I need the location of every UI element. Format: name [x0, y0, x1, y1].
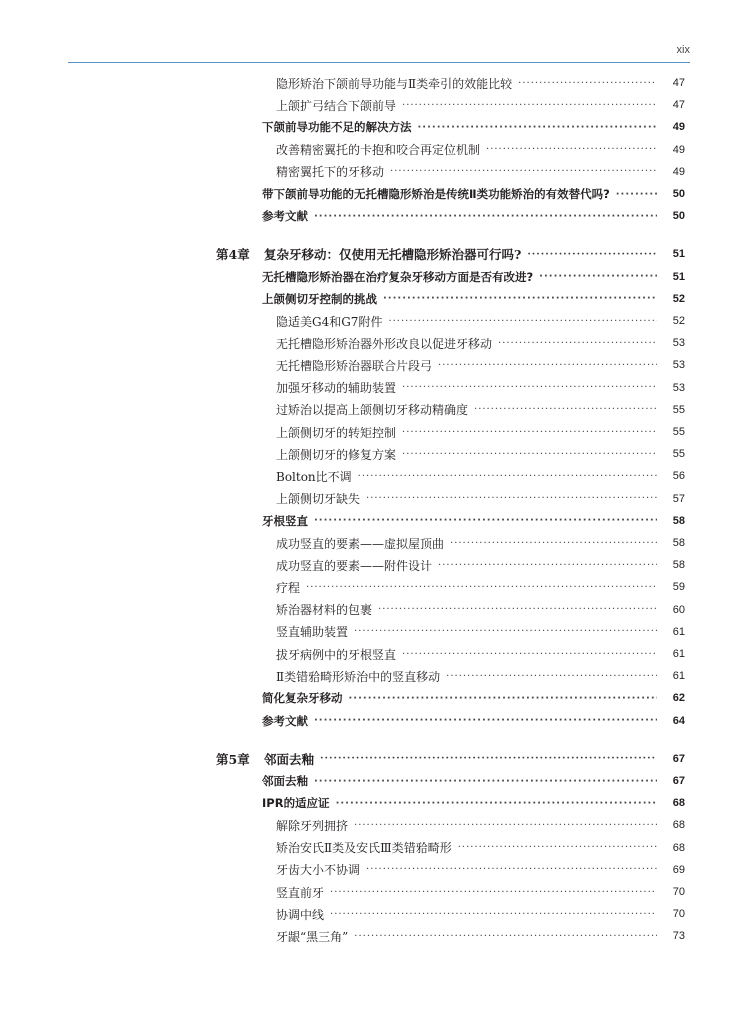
entry-title: 协调中线 — [276, 907, 325, 922]
leader-dots — [418, 122, 658, 133]
leader-dots — [438, 360, 657, 371]
toc-entry[interactable] — [276, 377, 685, 399]
toc-entry[interactable] — [276, 925, 685, 947]
toc-entry[interactable] — [276, 332, 685, 354]
entry-page-number: 67 — [672, 752, 685, 765]
toc-entry[interactable] — [276, 881, 685, 903]
entry-page-number: 50 — [672, 188, 685, 200]
leader-dots — [518, 78, 657, 89]
entry-page-number: 70 — [672, 908, 685, 921]
entry-page-number: 47 — [672, 99, 685, 112]
entry-title: 隐形矫治下颌前导功能与Ⅱ类牵引的效能比较 — [276, 76, 513, 91]
entry-page-number: 58 — [672, 514, 685, 527]
entry-title — [216, 245, 521, 263]
entry-page-number: 64 — [672, 714, 685, 727]
leader-dots — [474, 404, 657, 415]
toc-entry[interactable] — [276, 421, 685, 443]
entry-title: 上颌侧切牙控制的挑战 — [262, 291, 377, 306]
toc-entry[interactable] — [276, 161, 685, 183]
toc-entry[interactable] — [276, 665, 685, 687]
toc-entry[interactable] — [262, 266, 685, 288]
leader-dots — [446, 671, 657, 682]
entry-title — [216, 750, 314, 768]
toc-entry[interactable] — [276, 643, 685, 665]
leader-dots — [358, 471, 657, 482]
toc-entry[interactable] — [276, 576, 685, 598]
entry-page-number: 55 — [672, 403, 685, 416]
leader-dots — [378, 604, 657, 615]
entry-title: 下颌前导功能不足的解决方法 — [262, 120, 412, 135]
toc-entry[interactable] — [276, 465, 685, 487]
entry-page-number: 52 — [672, 292, 685, 305]
entry-title: 隐适美G4和G7附件 — [276, 314, 383, 329]
toc-entry[interactable] — [276, 139, 685, 161]
toc-entry[interactable] — [276, 399, 685, 421]
entry-title: 竖直辅助装置 — [276, 625, 349, 640]
entry-title: 无托槽隐形矫治器外形改良以促进牙移动 — [276, 336, 493, 351]
entry-page-number: 62 — [672, 692, 685, 705]
entry-title: 疗程 — [276, 580, 301, 595]
leader-dots — [458, 842, 657, 853]
leader-dots — [402, 100, 657, 111]
entry-page-number: 57 — [672, 492, 685, 505]
entry-title: Ⅱ类错𬌗畸形矫治中的竖直移动 — [276, 669, 441, 684]
entry-title: 牙根竖直 — [262, 513, 308, 528]
entry-title: 成功竖直的要素——附件设计 — [276, 558, 433, 573]
entry-title: 加强牙移动的辅助装置 — [276, 381, 397, 396]
entry-title: 牙齿大小不协调 — [276, 863, 361, 878]
entry-page-number: 61 — [672, 625, 685, 638]
entry-page-number: 56 — [672, 470, 685, 483]
toc-entry[interactable] — [276, 621, 685, 643]
toc-entry[interactable] — [262, 687, 685, 709]
entry-title: Bolton比不调 — [276, 469, 352, 484]
chapter-number: 第4章 — [216, 247, 250, 263]
leader-dots — [450, 538, 657, 549]
toc-entry[interactable] — [262, 183, 685, 205]
chapter-title: 邻面去釉 — [264, 751, 315, 767]
entry-page-number: 58 — [672, 537, 685, 549]
toc-entry[interactable] — [276, 837, 685, 859]
leader-dots — [314, 715, 657, 726]
leader-dots — [438, 560, 657, 571]
toc-entry[interactable] — [276, 903, 685, 925]
toc-entry[interactable] — [276, 599, 685, 621]
entry-page-number: 68 — [672, 819, 685, 832]
entry-page-number: 58 — [672, 559, 685, 572]
entry-title: IPR的适应证 — [262, 796, 330, 811]
entry-page-number: 60 — [672, 603, 685, 616]
entry-title: 解除牙列拥挤 — [276, 818, 349, 833]
toc-entry[interactable] — [262, 205, 685, 227]
entry-page-number: 59 — [672, 581, 685, 594]
entry-page-number: 55 — [672, 448, 685, 461]
toc-entry[interactable] — [276, 72, 685, 94]
entry-page-number: 47 — [672, 77, 685, 89]
leader-dots — [314, 776, 657, 787]
entry-title: 邻面去釉 — [262, 774, 308, 788]
entry-title: 无托槽隐形矫治器联合片段弓 — [276, 358, 433, 373]
entry-title: 牙龈“黑三角” — [276, 929, 349, 944]
entry-title: 竖直前牙 — [276, 885, 325, 900]
entry-title: 带下颌前导功能的无托槽隐形矫治是传统Ⅱ类功能矫治的有效替代吗? — [262, 187, 610, 201]
toc-entry[interactable] — [276, 310, 685, 332]
toc-entry[interactable] — [276, 354, 685, 376]
leader-dots — [402, 427, 657, 438]
entry-page-number: 68 — [672, 841, 685, 854]
leader-dots — [366, 864, 657, 875]
entry-page-number: 51 — [672, 270, 685, 283]
leader-dots — [402, 449, 657, 460]
leader-dots — [527, 249, 657, 260]
leader-dots — [306, 582, 657, 593]
toc-entry[interactable] — [262, 116, 685, 138]
entry-title: 成功竖直的要素——虚拟屋顶曲 — [276, 536, 445, 551]
entry-title: 上颌侧切牙的转矩控制 — [276, 425, 397, 440]
entry-page-number: 70 — [672, 886, 685, 898]
entry-page-number: 67 — [672, 775, 685, 787]
leader-dots — [616, 189, 657, 200]
toc-entry[interactable] — [276, 814, 685, 836]
entry-page-number: 61 — [672, 670, 685, 683]
entry-title: 上颌侧切牙的修复方案 — [276, 447, 397, 462]
toc-entry[interactable] — [262, 792, 685, 814]
entry-page-number: 73 — [672, 930, 685, 943]
entry-page-number: 49 — [672, 165, 685, 178]
entry-title: 过矫治以提高上颌侧切牙移动精确度 — [276, 403, 469, 418]
toc-entry[interactable] — [276, 859, 685, 881]
leader-dots — [354, 931, 657, 942]
toc-entry[interactable] — [262, 710, 685, 732]
leader-dots — [366, 493, 657, 504]
leader-dots — [336, 798, 657, 809]
leader-dots — [354, 820, 657, 831]
leader-dots — [390, 166, 657, 177]
leader-dots — [539, 271, 657, 282]
entry-title: 精密翼托下的牙移动 — [276, 165, 385, 180]
entry-title: 上颌侧切牙缺失 — [276, 492, 361, 507]
leader-dots — [354, 626, 657, 637]
entry-page-number: 53 — [672, 359, 685, 372]
leader-dots — [330, 887, 657, 898]
toc-entry[interactable] — [276, 554, 685, 576]
entry-page-number: 61 — [672, 648, 685, 660]
page-number: xix — [676, 44, 690, 56]
entry-title: 简化复杂牙移动 — [262, 691, 343, 706]
entry-page-number: 53 — [672, 381, 685, 394]
toc-entry[interactable] — [276, 94, 685, 116]
entry-page-number: 68 — [672, 797, 685, 810]
chapter-entry[interactable] — [216, 748, 685, 770]
leader-dots — [314, 515, 657, 526]
entry-page-number: 50 — [672, 210, 685, 223]
entry-title: 矫治器材料的包裹 — [276, 603, 373, 618]
leader-dots — [349, 693, 658, 704]
entry-page-number: 69 — [672, 863, 685, 876]
entry-page-number: 49 — [672, 121, 685, 134]
header-rule — [68, 62, 690, 63]
chapter-number: 第5章 — [216, 751, 250, 767]
leader-dots — [314, 211, 657, 222]
entry-title: 矫治安氏Ⅱ类及安氏Ⅲ类错𬌗畸形 — [276, 841, 452, 856]
toc-entry[interactable] — [276, 488, 685, 510]
entry-page-number: 49 — [672, 143, 685, 156]
leader-dots — [486, 144, 657, 155]
leader-dots — [402, 649, 657, 660]
entry-page-number: 52 — [672, 315, 685, 327]
chapter-entry[interactable] — [216, 243, 685, 265]
leader-dots — [388, 316, 657, 327]
entry-title: 无托槽隐形矫治器在治疗复杂牙移动方面是否有改进? — [262, 269, 534, 284]
toc-entry[interactable] — [262, 288, 685, 310]
leader-dots — [402, 382, 657, 393]
entry-title: 拔牙病例中的牙根竖直 — [276, 647, 397, 662]
entry-title: 改善精密翼托的卡抱和咬合再定位机制 — [276, 143, 481, 158]
entry-title: 上颌扩弓结合下颌前导 — [276, 98, 397, 113]
toc-entry[interactable] — [262, 510, 685, 532]
entry-title: 参考文献 — [262, 209, 308, 224]
leader-dots — [383, 293, 657, 304]
chapter-title: 复杂牙移动：仅使用无托槽隐形矫治器可行吗? — [264, 247, 522, 263]
toc-entry[interactable] — [276, 532, 685, 554]
toc-entry[interactable] — [276, 443, 685, 465]
leader-dots — [498, 338, 657, 349]
entry-page-number: 51 — [672, 248, 685, 261]
entry-title: 参考文献 — [262, 713, 308, 728]
entry-page-number: 53 — [672, 337, 685, 350]
leader-dots — [320, 753, 657, 764]
toc-entry[interactable] — [262, 770, 685, 792]
leader-dots — [330, 909, 657, 920]
entry-page-number: 55 — [672, 426, 685, 438]
